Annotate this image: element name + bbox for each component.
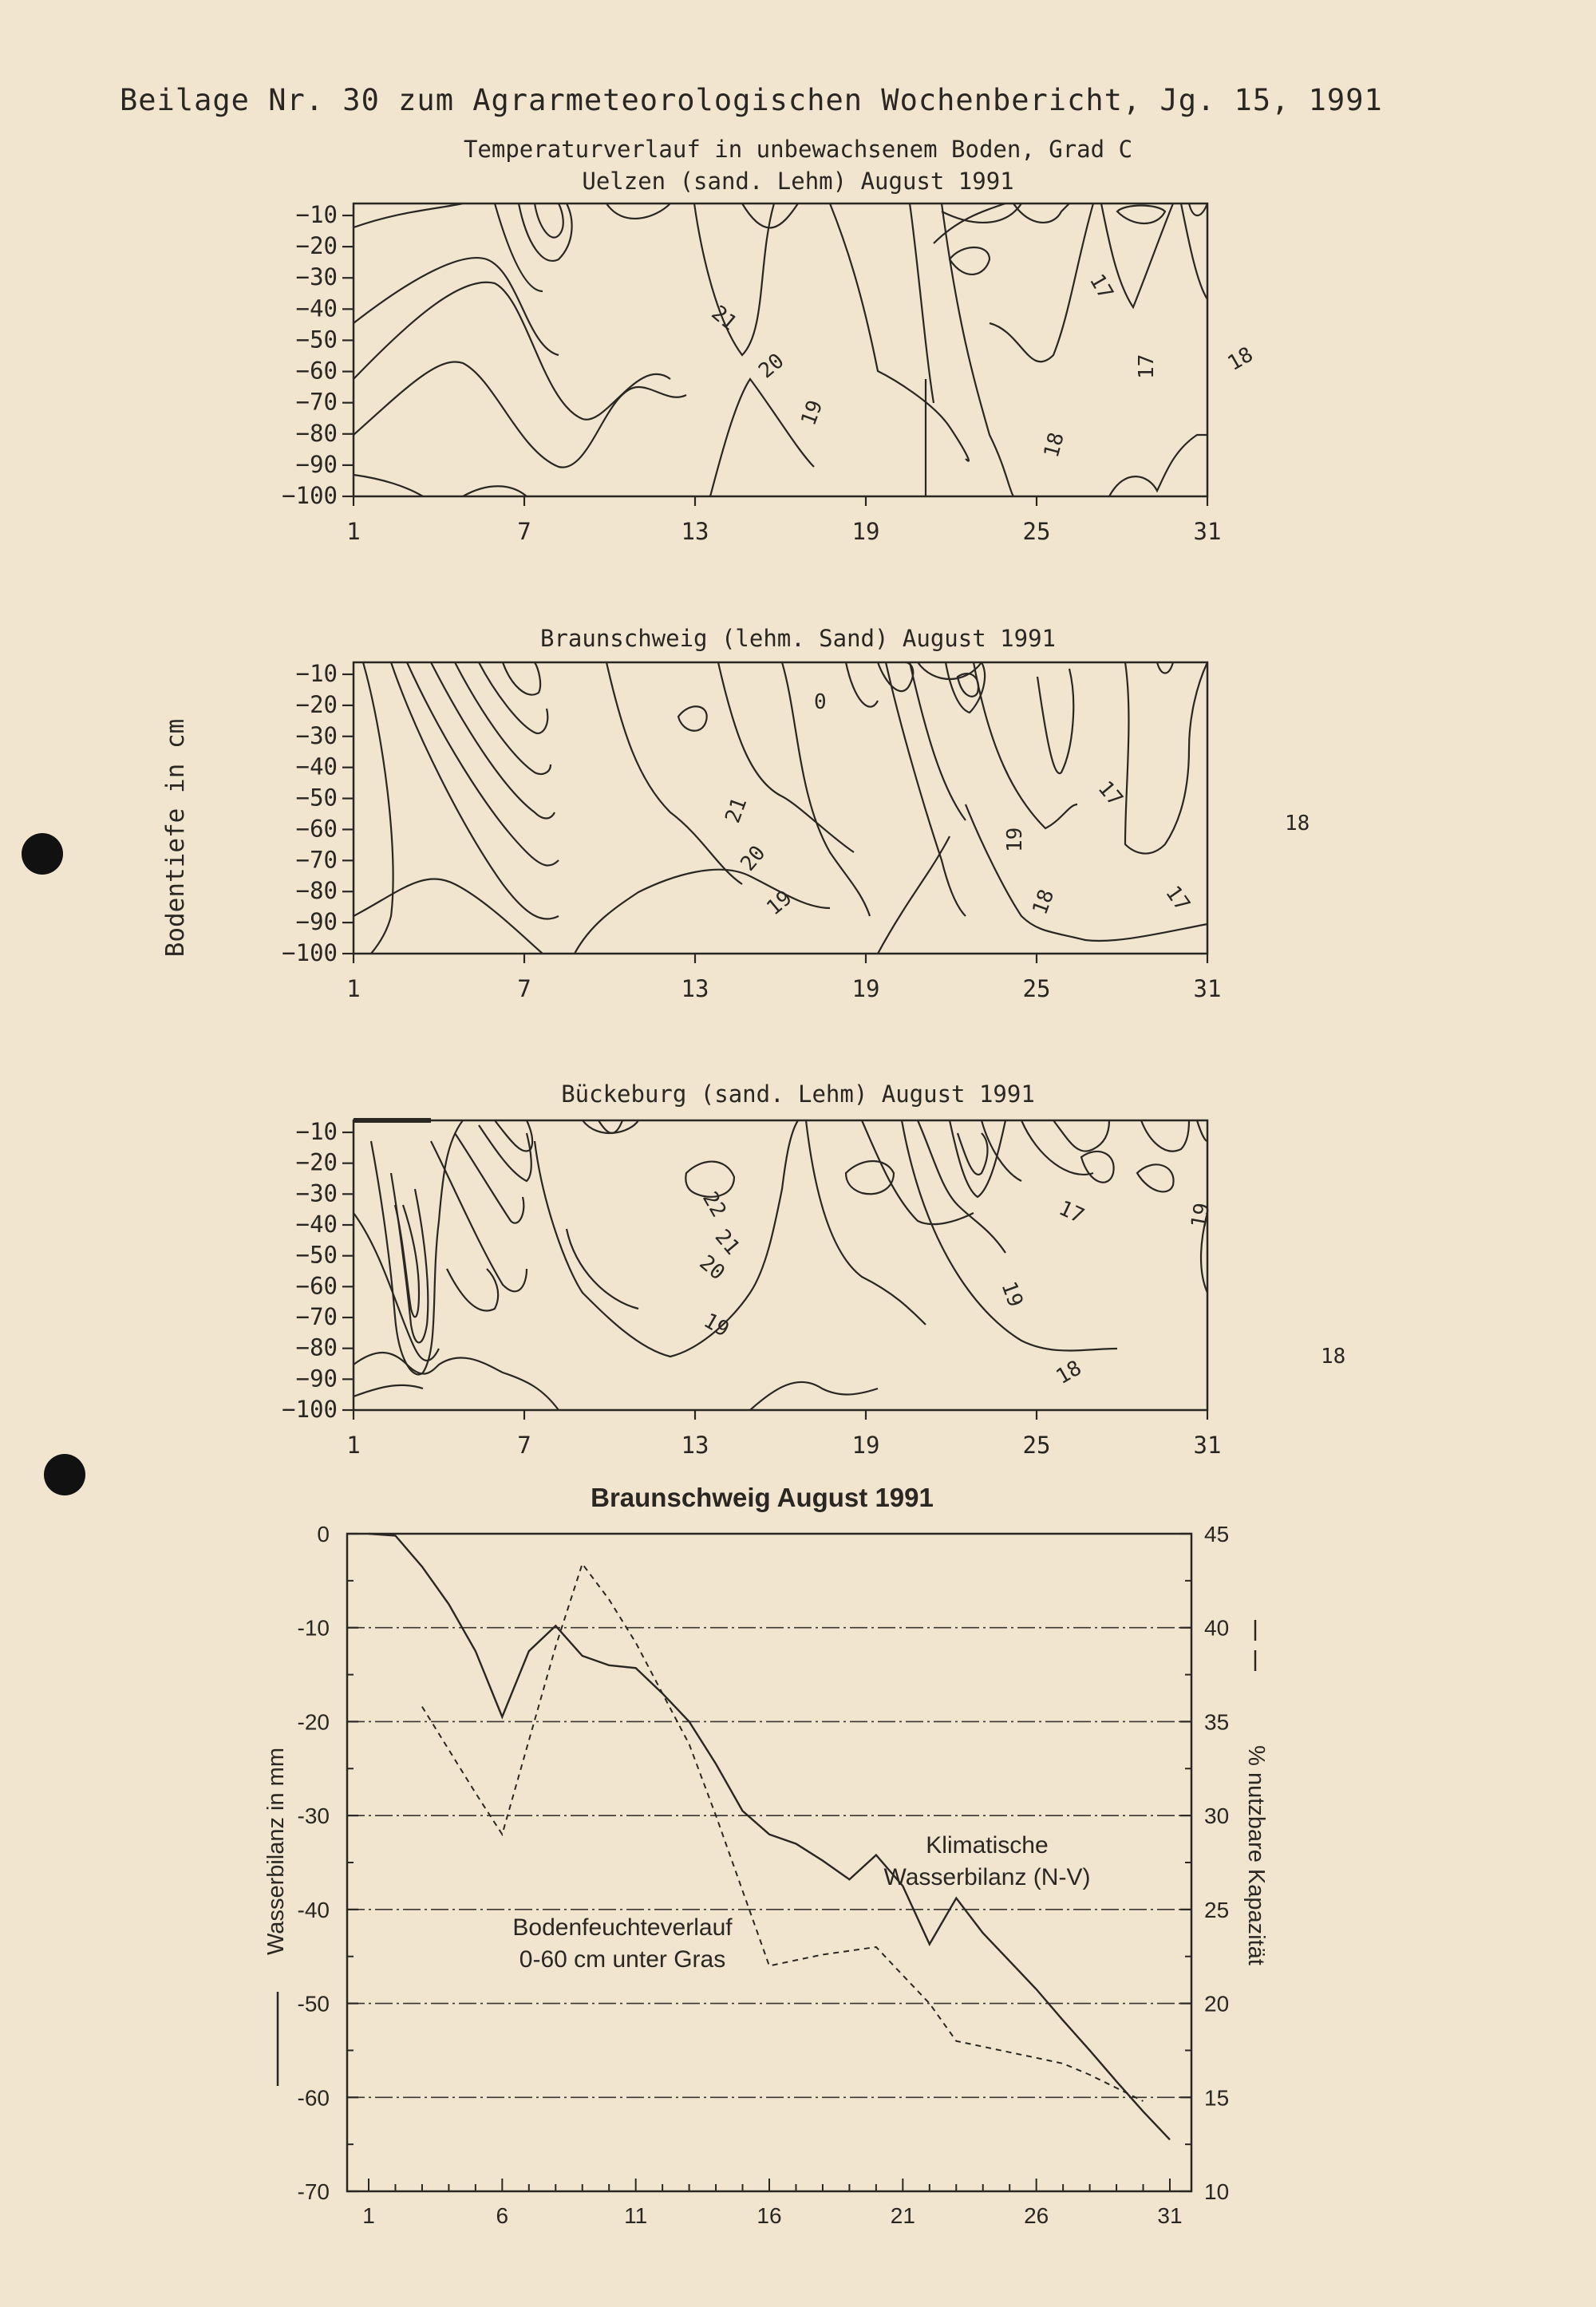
contour-line: [1141, 1120, 1189, 1152]
annotation-gras: 0-60 cm unter Gras: [519, 1946, 726, 1973]
contour-line: [1037, 669, 1073, 773]
contour-label: 19: [699, 1309, 733, 1342]
x-axis: [362, 2179, 1182, 2228]
contour-labels: [695, 1188, 1346, 1390]
contour-line: [479, 662, 547, 733]
contour-line: [354, 282, 670, 420]
y-tick-label: −60: [295, 1272, 338, 1300]
contour-label: 18: [1052, 1356, 1086, 1390]
x-tick-label: 26: [1024, 2203, 1049, 2228]
x-tick-label: 19: [851, 518, 880, 545]
chart-1-title: Uelzen (sand. Lehm) August 1991: [582, 168, 1014, 195]
y-tick-label: −40: [295, 294, 338, 322]
y-tick-label: −80: [295, 1333, 338, 1361]
y-axis-right: [1180, 1522, 1229, 2204]
y-tick-label: −70: [295, 846, 338, 874]
contour-line: [950, 247, 990, 275]
y-tick-label: 0: [317, 1522, 330, 1547]
contour-line: [407, 662, 559, 866]
contour-line: [354, 879, 543, 954]
x-tick-label: 1: [346, 1432, 361, 1459]
x-tick-label: 13: [681, 975, 709, 1002]
contour-label: 19: [796, 397, 828, 429]
contour-label: 19: [762, 886, 797, 921]
contour-line: [391, 662, 559, 919]
contour-line: [583, 1120, 638, 1133]
y-tick-label: −70: [295, 1303, 338, 1330]
x-tick-label: 7: [517, 1432, 531, 1459]
contour-label: 19: [1187, 1201, 1215, 1231]
contour-line: [395, 1205, 419, 1317]
y2-axis-label: % nutzbare Kapazität: [1243, 1745, 1269, 1965]
contour-line: [354, 1213, 439, 1361]
y2-tick-label: 15: [1204, 2085, 1230, 2111]
x-tick-label: 6: [496, 2203, 509, 2228]
y-tick-label: −80: [295, 419, 338, 447]
contour-line: [371, 1120, 463, 1374]
contour-line: [878, 662, 913, 691]
x-tick-label: 16: [757, 2203, 782, 2228]
y-tick-label: −20: [295, 690, 338, 718]
contour-line: [455, 662, 551, 774]
contour-line: [1013, 203, 1069, 223]
contour-line: [950, 1120, 1005, 1197]
y-tick-label: −20: [295, 232, 338, 260]
y-tick-label: −90: [295, 908, 338, 936]
contour-line: [503, 662, 540, 695]
contour-line: [1189, 203, 1207, 215]
contour-label: 21: [706, 301, 741, 336]
y2-tick-label: 40: [1204, 1615, 1230, 1641]
y-tick-label: -50: [297, 1991, 330, 2017]
contour-line: [990, 203, 1093, 361]
contour-label: 18: [1285, 812, 1310, 835]
series-line-1: [369, 1534, 1170, 2139]
y-tick-label: −80: [295, 877, 338, 905]
contour-label: 18: [1028, 886, 1060, 918]
x-tick-label: 1: [346, 518, 361, 545]
contour-line: [878, 836, 950, 954]
y-tick-label: -40: [297, 1897, 330, 1922]
line-chart-title: Braunschweig August 1991: [591, 1483, 934, 1512]
y2-tick-label: 25: [1204, 1897, 1230, 1922]
x-tick-label: 13: [681, 518, 709, 545]
x-tick-label: 31: [1193, 518, 1222, 545]
y-tick-label: -30: [297, 1803, 330, 1829]
contour-line: [910, 662, 966, 820]
contour-line: [910, 203, 934, 403]
contour-line: [974, 662, 1077, 828]
y-axis: [282, 660, 354, 966]
annotation-bodenfeuchte: Bodenfeuchteverlauf: [512, 1914, 733, 1941]
chart-3-title: Bückeburg (sand. Lehm) August 1991: [561, 1080, 1035, 1108]
contour-line: [447, 1269, 498, 1311]
x-tick-label: 31: [1157, 2203, 1183, 2228]
y-tick-label: −30: [295, 1179, 338, 1207]
y2-tick-label: 10: [1204, 2179, 1230, 2204]
y-tick-label: −40: [295, 1211, 338, 1238]
x-axis: [346, 496, 1221, 545]
y-tick-label: −10: [295, 201, 338, 228]
contour-line: [1053, 1120, 1109, 1152]
contour-line: [1021, 1120, 1093, 1175]
series-group: [369, 1534, 1170, 2139]
contour-line: [354, 203, 463, 227]
contour-line: [463, 486, 527, 496]
shared-ylabel-svg: [152, 686, 215, 990]
contour-labels: [721, 690, 1310, 920]
contour-line: [354, 1353, 559, 1410]
y-tick-label: -10: [297, 1615, 330, 1641]
contour-label: 19: [996, 1278, 1028, 1310]
contour-line: [354, 258, 559, 355]
x-tick-label: 11: [624, 2203, 648, 2228]
contour-line: [846, 662, 878, 707]
contour-line: [1197, 1120, 1207, 1141]
contour-line: [846, 1161, 894, 1194]
contour-chart-braunschweig: [223, 653, 1310, 1020]
y-tick-label: −30: [295, 263, 338, 291]
contour-line: [1081, 1152, 1114, 1183]
page-header: Beilage Nr. 30 zum Agrarmeteorologischen Wochenbericht, Jg. 15, 1991: [120, 83, 1383, 117]
contour-line: [1117, 206, 1165, 224]
contour-line: [567, 1229, 638, 1309]
contour-label: 0: [814, 690, 827, 714]
contour-line: [598, 1120, 622, 1133]
contour-line: [710, 379, 814, 496]
x-tick-label: 1: [346, 975, 361, 1002]
contour-line: [1109, 435, 1207, 496]
plot-frame: [347, 1534, 1191, 2191]
y-tick-label: −30: [295, 721, 338, 749]
contour-chart-uelzen: [223, 196, 1261, 563]
contour-line: [862, 1120, 974, 1224]
y2-tick-label: 45: [1204, 1522, 1230, 1547]
y-tick-label: −100: [282, 939, 338, 966]
contour-label: 21: [721, 794, 753, 827]
y-tick-label: -70: [297, 2179, 330, 2204]
contour-line: [918, 1120, 1005, 1253]
contour-line: [391, 1173, 428, 1343]
y-tick-label: −70: [295, 388, 338, 416]
y-axis-label: Wasserbilanz in mm: [263, 1748, 289, 1955]
contour-label: 20: [736, 841, 771, 876]
contour-line: [575, 870, 830, 954]
y-tick-label: −40: [295, 753, 338, 780]
contour-label: 20: [694, 1250, 729, 1286]
contour-line: [685, 1162, 734, 1197]
contour-lines: [354, 203, 1207, 496]
y-tick-label: −50: [295, 326, 338, 354]
x-tick-label: 19: [851, 975, 880, 1002]
contour-label: 17: [1084, 270, 1118, 304]
grid: [347, 1628, 1191, 2098]
x-tick-label: 19: [851, 1432, 880, 1459]
contour-label: 20: [754, 349, 789, 384]
punch-hole-top: [22, 833, 63, 875]
contour-line: [535, 203, 563, 238]
x-tick-label: 31: [1193, 975, 1222, 1002]
contour-line: [1157, 662, 1173, 674]
plot-frame: [354, 203, 1207, 496]
y-tick-label: −100: [282, 482, 338, 509]
contour-line: [606, 662, 742, 884]
y-axis: [282, 1118, 354, 1423]
y-tick-label: −50: [295, 1241, 338, 1269]
contour-label: 17: [1092, 776, 1128, 812]
contour-line: [886, 662, 966, 916]
y-tick-label: −50: [295, 784, 338, 812]
y-tick-label: −20: [295, 1148, 338, 1176]
y2-tick-label: 30: [1204, 1803, 1230, 1829]
y-tick-label: −90: [295, 450, 338, 478]
contour-line: [1181, 203, 1207, 299]
contour-label: 18: [1039, 429, 1069, 460]
y2-tick-label: 35: [1204, 1709, 1230, 1735]
y2-tick-label: 20: [1204, 1991, 1230, 2017]
y-tick-label: -20: [297, 1709, 330, 1735]
line-chart: [0, 1508, 1596, 2226]
x-axis: [346, 954, 1221, 1002]
x-tick-label: 25: [1022, 975, 1051, 1002]
y-tick-label: -60: [297, 2085, 330, 2111]
shared-ylabel: Bodentiefe in cm: [161, 718, 190, 958]
main-title: Temperaturverlauf in unbewachsenem Boden, Grad C: [463, 136, 1133, 163]
y-axis: [282, 201, 354, 509]
contour-line: [354, 475, 423, 496]
contour-label: 21: [709, 1225, 745, 1260]
contour-line: [455, 1133, 523, 1223]
contour-line: [1125, 662, 1207, 854]
y-axis-left: [298, 1522, 358, 2204]
x-tick-label: 25: [1022, 518, 1051, 545]
x-tick-label: 1: [362, 2203, 375, 2228]
contour-line: [750, 1382, 878, 1410]
annotation-wasserbilanz: Wasserbilanz (N-V): [883, 1864, 1091, 1890]
y-tick-label: −60: [295, 357, 338, 385]
contour-line: [678, 706, 707, 730]
contour-label: 17: [1055, 1196, 1088, 1229]
contour-label: 19: [1003, 827, 1027, 852]
contour-chart-bueckeburg: [223, 1109, 1346, 1476]
y-tick-label: −90: [295, 1365, 338, 1392]
contour-labels: [707, 271, 1258, 460]
contour-line: [354, 361, 686, 467]
contour-line: [535, 1120, 798, 1357]
x-axis: [346, 1410, 1221, 1459]
contour-label: 22: [697, 1187, 731, 1222]
y-tick-label: −10: [295, 660, 338, 687]
x-tick-label: 31: [1193, 1432, 1222, 1459]
contour-line: [606, 203, 670, 219]
contour-label: 17: [1160, 881, 1195, 916]
x-tick-label: 25: [1022, 1432, 1051, 1459]
y-tick-label: −60: [295, 815, 338, 843]
x-tick-label: 7: [517, 518, 531, 545]
chart-2-title: Braunschweig (lehm. Sand) August 1991: [539, 625, 1056, 652]
contour-line: [354, 1385, 423, 1396]
contour-label: 17: [1135, 354, 1159, 379]
x-tick-label: 13: [681, 1432, 709, 1459]
contour-line: [918, 662, 982, 679]
x-tick-label: 7: [517, 975, 531, 1002]
y-tick-label: −100: [282, 1396, 338, 1423]
contour-label: 18: [1321, 1345, 1346, 1369]
contour-line: [495, 203, 543, 291]
contour-line: [966, 804, 1207, 941]
contour-line: [363, 662, 393, 954]
y-tick-label: −10: [295, 1118, 338, 1145]
x-tick-label: 21: [890, 2203, 915, 2228]
contour-line: [1137, 1164, 1174, 1191]
annotation-klimatische: Klimatische: [926, 1832, 1049, 1859]
contour-label: 18: [1223, 342, 1258, 377]
